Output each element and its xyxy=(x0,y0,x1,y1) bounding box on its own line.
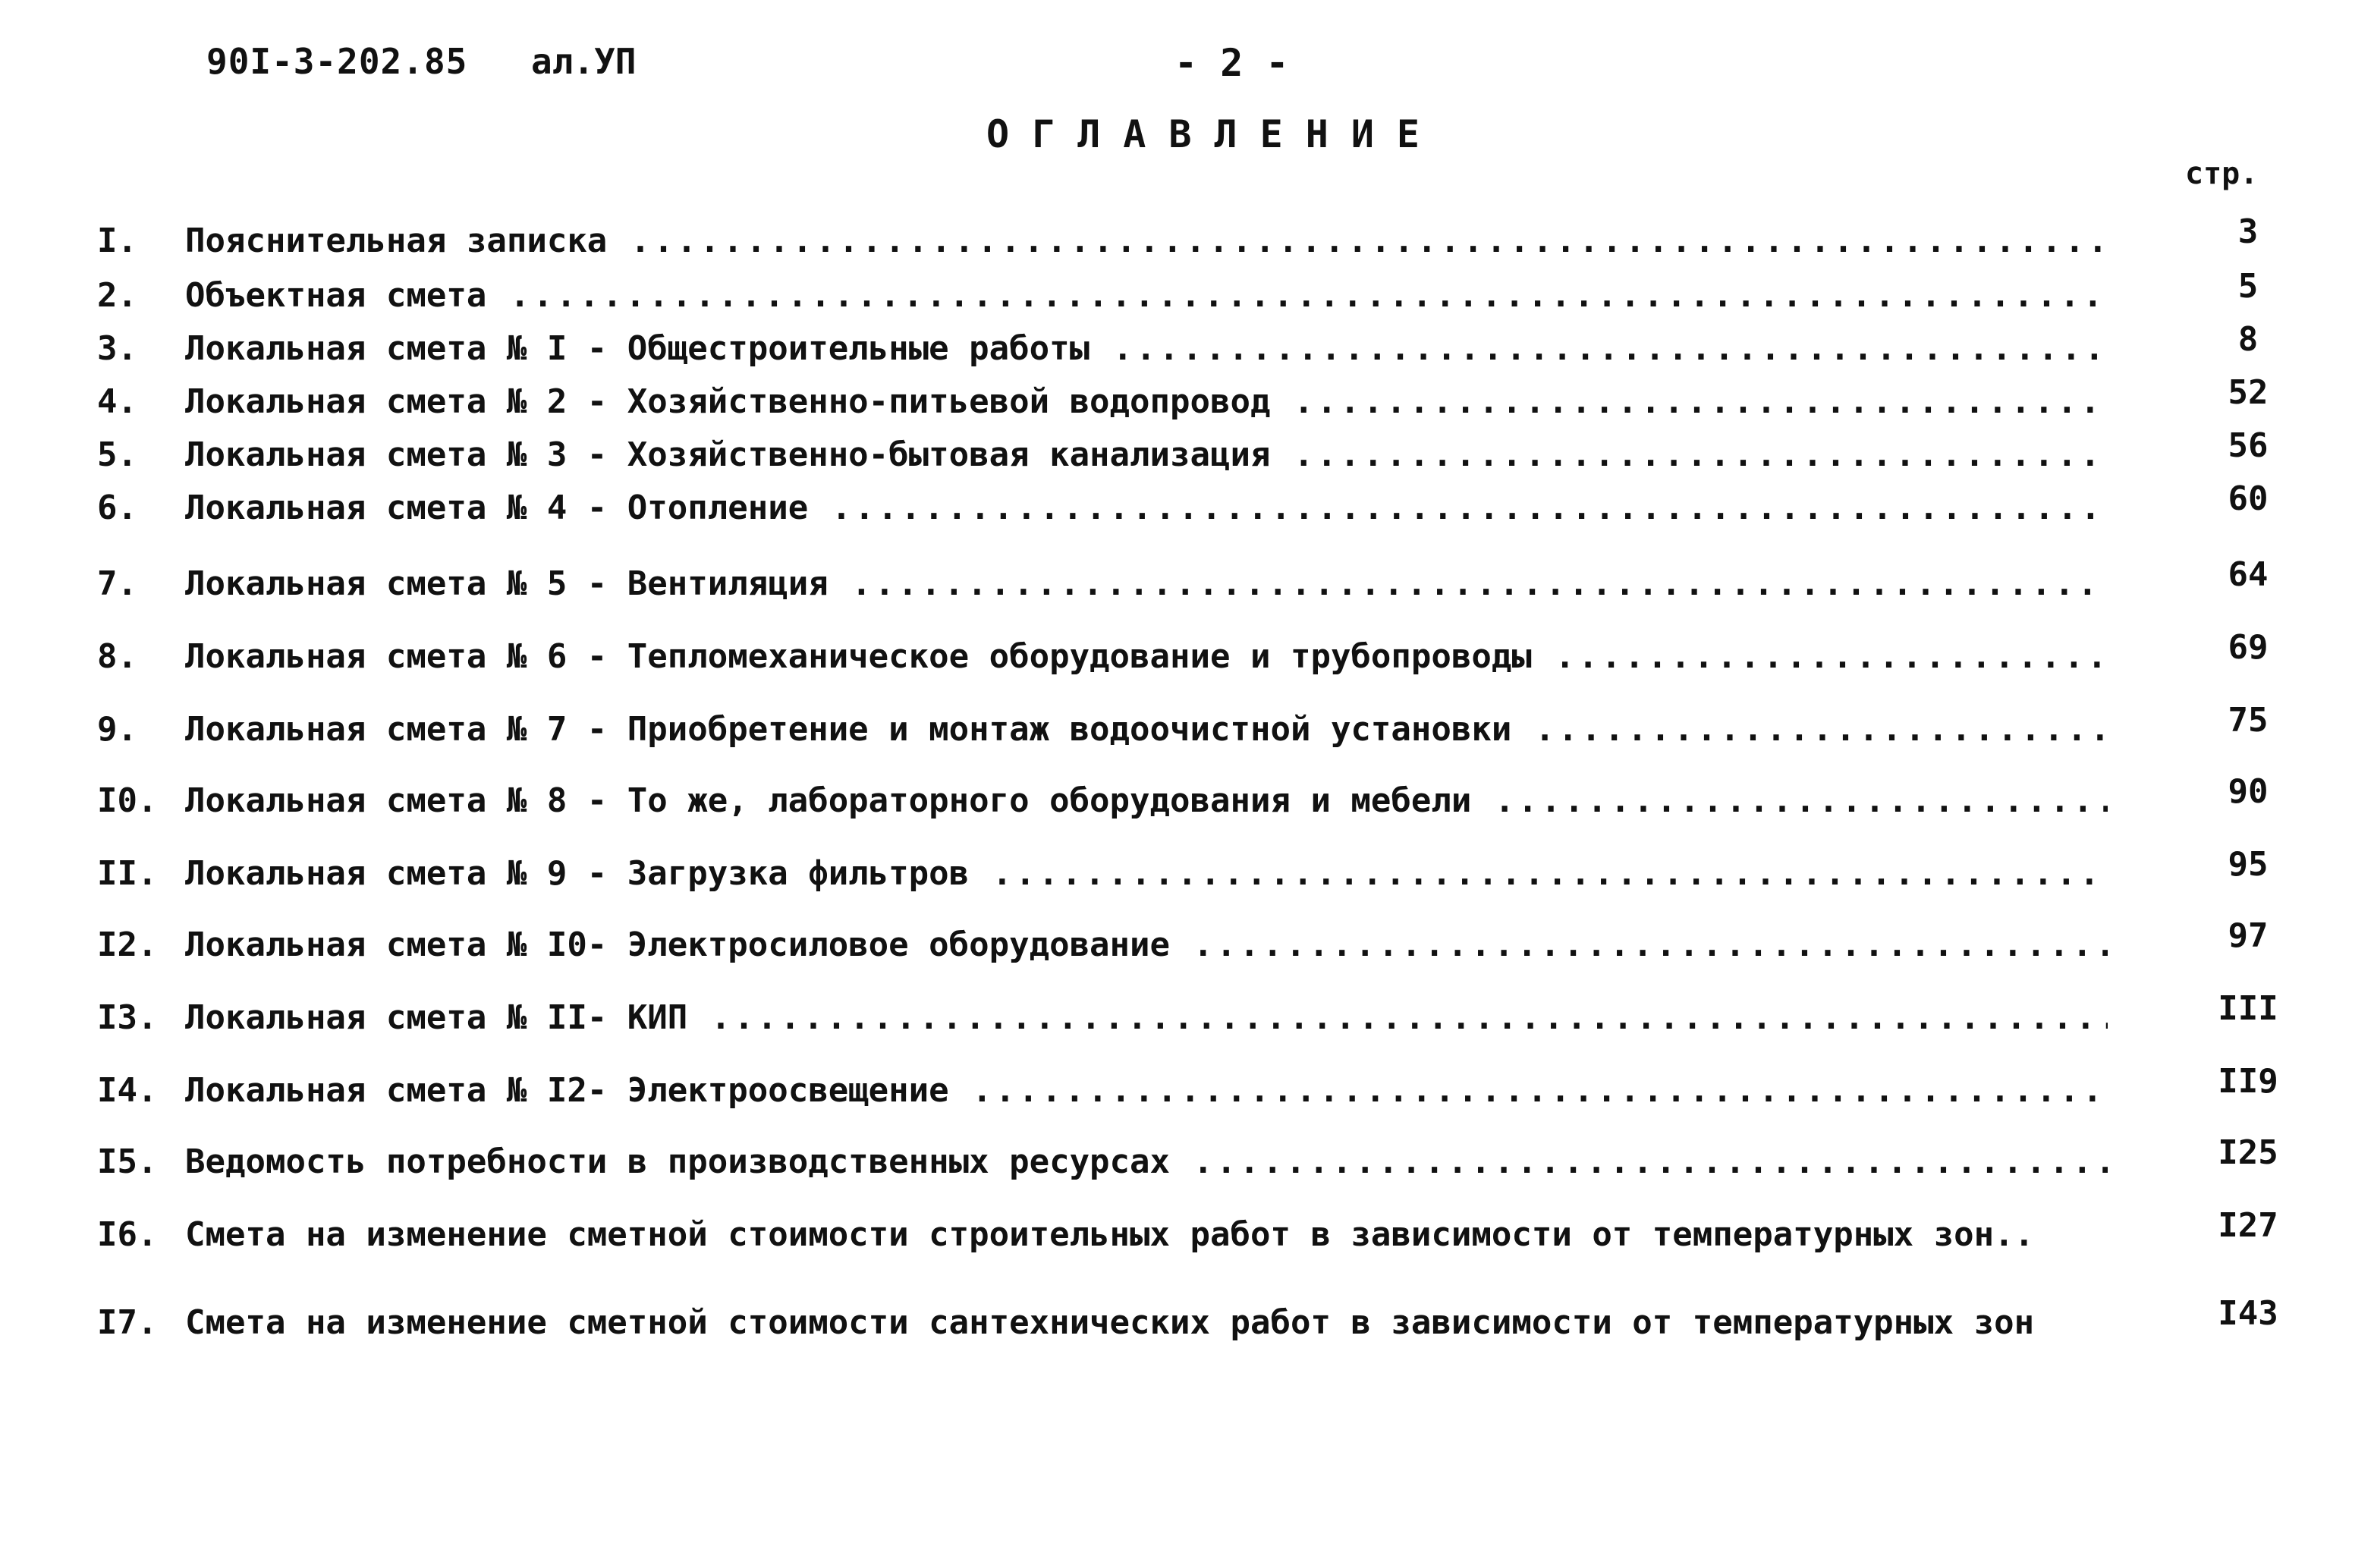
toc-entry-number: 7. xyxy=(97,564,137,603)
toc-entry-number: 8. xyxy=(97,637,137,676)
toc-entry-text: Объектная смета ..... xyxy=(185,275,2108,317)
toc-entry-number: 3. xyxy=(97,329,137,368)
doc-code: 90I-3-202.85 xyxy=(206,41,468,82)
toc-entry-number: 9. xyxy=(97,710,137,749)
toc-entry-text: Локальная смета № II- КИП ..... xyxy=(185,997,2108,1039)
toc-entry-page: 75 xyxy=(2228,701,2269,740)
toc-entry-text: Локальная смета № 6 - Тепломеханическое оборудование и трубопроводы ..... xyxy=(185,636,2108,678)
toc-entry-number: II. xyxy=(97,854,158,893)
toc-entry xyxy=(97,701,2297,751)
toc-entry xyxy=(97,628,2297,678)
toc-entry-number: 2. xyxy=(97,276,137,315)
toc-entry-text: Локальная смета № I2- Электроосвещение ..... xyxy=(185,1070,2108,1112)
toc-entry xyxy=(97,212,2297,262)
toc-entry-text: Локальная смета № I - Общестроительные работы ..... xyxy=(185,328,2108,370)
toc-entry-page: 90 xyxy=(2228,772,2269,811)
toc-entry-text: Локальная смета № 7 - Приобретение и монтаж водоочистной установки ..... xyxy=(185,709,2108,751)
toc-entry xyxy=(97,320,2297,370)
toc-entry-text: Локальная смета № 2 - Хозяйственно-питьевой водопровод ..... xyxy=(185,381,2108,423)
toc-entry-number: I5. xyxy=(97,1142,158,1181)
toc-entry-page: 3 xyxy=(2237,212,2259,251)
toc-entry-number: I0. xyxy=(97,781,158,820)
toc-entry-page: 52 xyxy=(2228,373,2269,412)
toc-entry-number: I6. xyxy=(97,1215,158,1254)
toc-entry-page: 8 xyxy=(2237,320,2259,359)
toc-entry-page: 64 xyxy=(2228,555,2269,594)
toc-entry-page: 5 xyxy=(2237,267,2259,306)
sheet-label: ал.УП xyxy=(531,41,637,82)
toc-entry-page: I43 xyxy=(2218,1294,2278,1333)
toc-entry-text: Локальная смета № 9 - Загрузка фильтров ..... xyxy=(185,853,2108,895)
toc-entry-number: 5. xyxy=(97,435,137,474)
toc-entry-number: 6. xyxy=(97,489,137,527)
toc-entry xyxy=(97,845,2297,895)
toc-entry-number: I2. xyxy=(97,925,158,964)
toc-entry-text: Локальная смета № 3 - Хозяйственно-бытовая канализация ..... xyxy=(185,434,2108,476)
toc-entry-number: I. xyxy=(97,222,137,260)
toc-entry-page: 97 xyxy=(2228,916,2269,955)
toc-entry xyxy=(97,772,2297,822)
toc-entry-page: 69 xyxy=(2228,628,2269,667)
toc-entry-text: Локальная смета № 4 - Отопление ..... xyxy=(185,487,2108,529)
toc-entry-text: Смета на изменение сметной стоимости сантехнических работ в зависимости от температурных зон xyxy=(185,1303,2035,1342)
toc-entry xyxy=(97,1294,2297,1344)
toc-entry-page: 95 xyxy=(2228,845,2269,884)
toc-entry xyxy=(97,267,2297,317)
toc-entry xyxy=(97,989,2297,1039)
toc-entry xyxy=(97,1133,2297,1183)
toc-entry xyxy=(97,1206,2297,1256)
toc-entry-number: I3. xyxy=(97,998,158,1037)
toc-entry xyxy=(97,555,2297,605)
page-column-header: стр. xyxy=(2185,156,2259,191)
document-title: ОГЛАВЛЕНИЕ xyxy=(986,112,1443,156)
toc-entry-text: Пояснительная записка ..... xyxy=(185,220,2108,262)
toc-entry-page: 60 xyxy=(2228,479,2269,518)
toc-entry-page: II9 xyxy=(2218,1062,2278,1101)
toc-entry xyxy=(97,426,2297,476)
toc-entry xyxy=(97,1062,2297,1112)
toc-entry-page: 56 xyxy=(2228,426,2269,465)
toc-entry-page: I27 xyxy=(2218,1206,2278,1245)
toc-entry-number: 4. xyxy=(97,382,137,421)
toc-entry-text: Ведомость потребности в производственных ресурсах ..... xyxy=(185,1141,2108,1183)
toc-entry xyxy=(97,479,2297,529)
toc-entry-number: I7. xyxy=(97,1303,158,1342)
toc-entry-text: Смета на изменение сметной стоимости строительных работ в зависимости от температурных зон.. xyxy=(185,1215,2035,1254)
toc-entry-page: III xyxy=(2218,989,2278,1028)
toc-entry xyxy=(97,916,2297,966)
toc-entry-text: Локальная смета № 5 - Вентиляция ..... xyxy=(185,563,2108,605)
toc-entry-number: I4. xyxy=(97,1071,158,1110)
page-number: - 2 - xyxy=(1174,41,1289,85)
toc-entry-text: Локальная смета № 8 - То же, лабораторного оборудования и мебели ..... xyxy=(185,780,2108,822)
toc-entry-text: Локальная смета № I0- Электросиловое оборудование ..... xyxy=(185,924,2108,966)
toc-entry-page: I25 xyxy=(2218,1133,2278,1172)
toc-entry xyxy=(97,373,2297,423)
